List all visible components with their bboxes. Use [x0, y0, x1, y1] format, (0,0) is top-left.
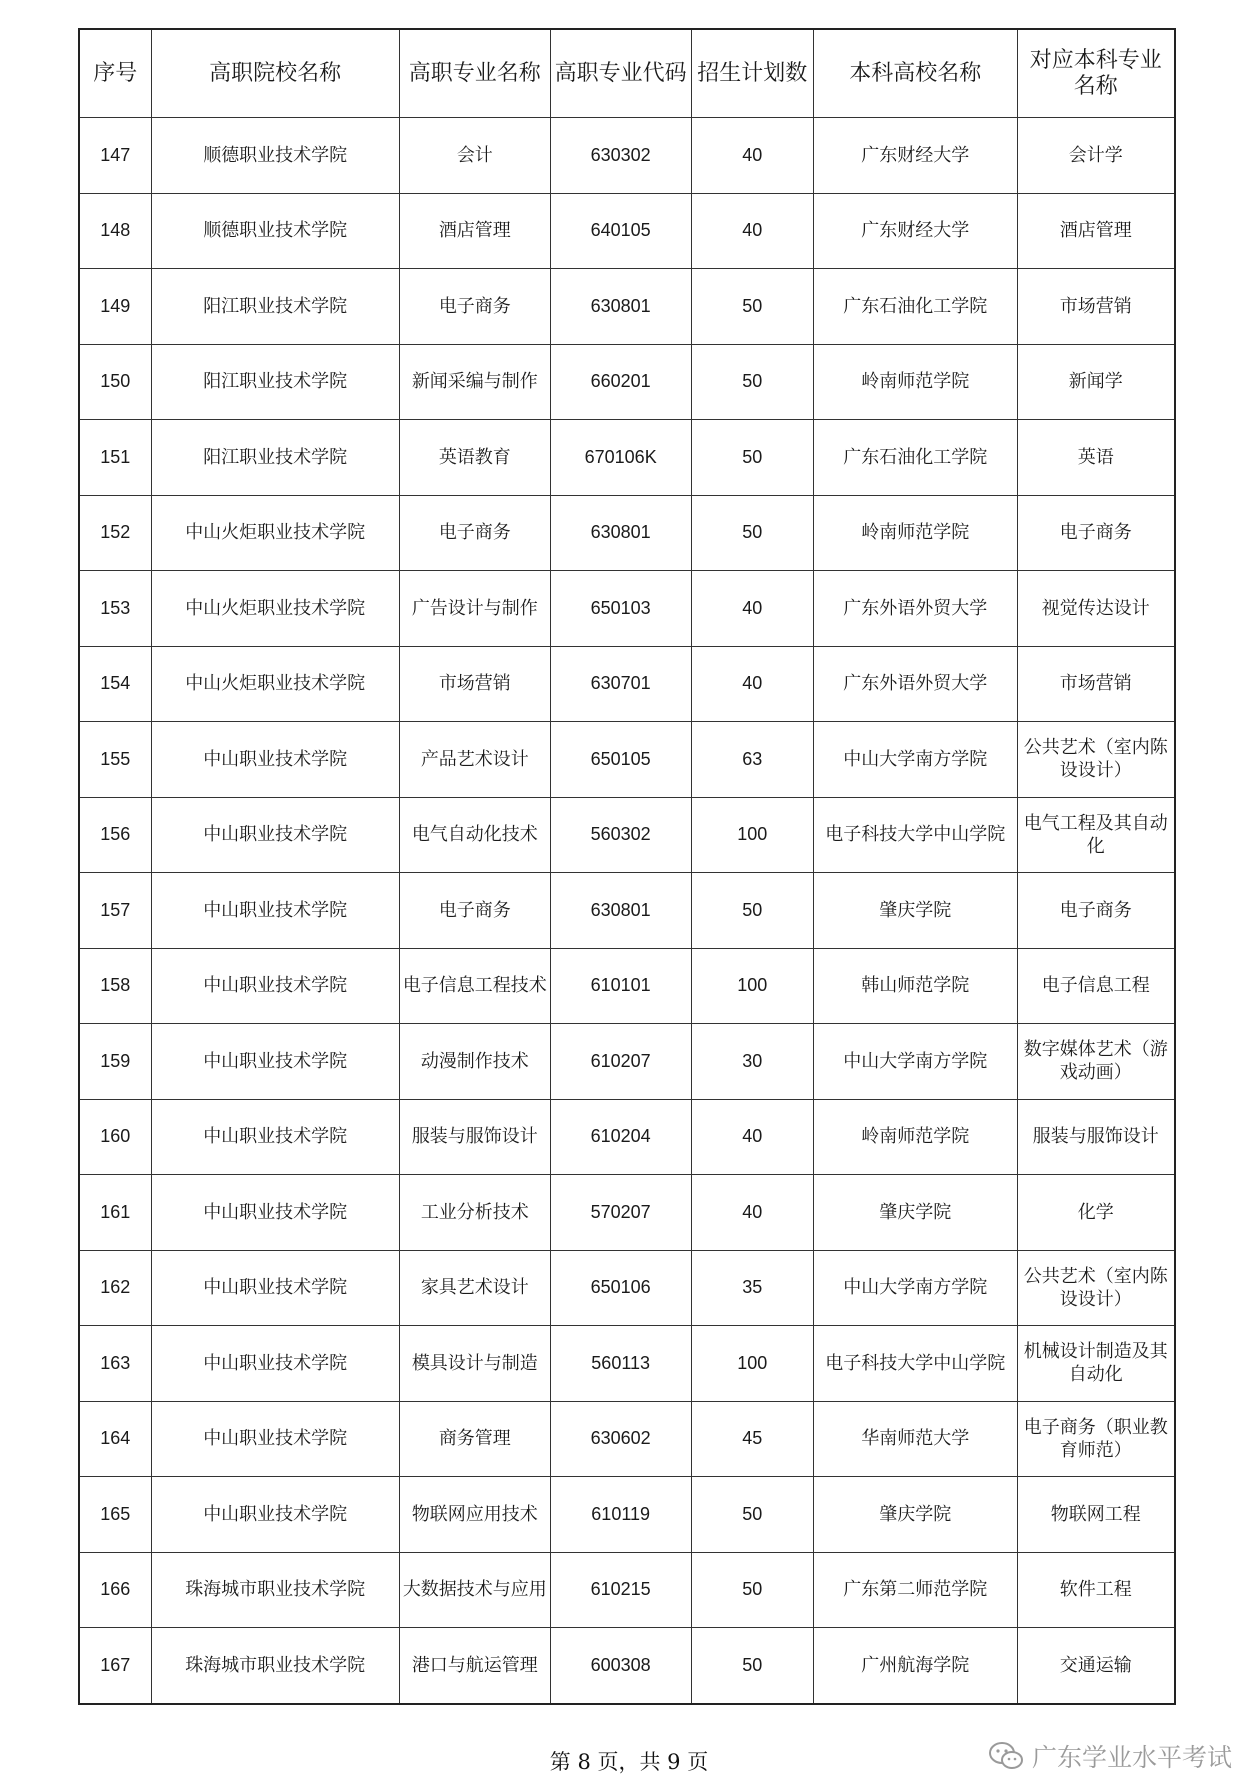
cell-enrollment-plan: 50 — [691, 1477, 813, 1553]
cell-vocational-college: 中山职业技术学院 — [151, 948, 399, 1024]
cell-undergrad-major: 电子商务 — [1017, 495, 1175, 571]
cell-index: 165 — [79, 1477, 151, 1553]
cell-index: 161 — [79, 1175, 151, 1251]
cell-vocational-college: 中山职业技术学院 — [151, 1024, 399, 1100]
header-index: 序号 — [79, 29, 151, 118]
cell-enrollment-plan: 50 — [691, 344, 813, 420]
cell-vocational-major: 电子商务 — [399, 495, 550, 571]
table-row — [79, 948, 1175, 1024]
table-row — [79, 1477, 1175, 1553]
cell-vocational-college: 中山职业技术学院 — [151, 797, 399, 873]
table-row — [79, 722, 1175, 798]
cell-vocational-college: 中山职业技术学院 — [151, 1250, 399, 1326]
cell-undergrad-major: 酒店管理 — [1017, 193, 1175, 269]
cell-undergrad-major: 市场营销 — [1017, 269, 1175, 345]
cell-index: 152 — [79, 495, 151, 571]
table-row — [79, 1552, 1175, 1628]
table-row — [79, 193, 1175, 269]
cell-vocational-major: 电子商务 — [399, 873, 550, 949]
table-row — [79, 118, 1175, 194]
cell-undergrad-major: 数字媒体艺术（游戏动画） — [1017, 1024, 1175, 1100]
cell-major-code: 630302 — [550, 118, 691, 194]
table-row — [79, 495, 1175, 571]
cell-enrollment-plan: 63 — [691, 722, 813, 798]
cell-vocational-college: 阳江职业技术学院 — [151, 420, 399, 496]
cell-index: 158 — [79, 948, 151, 1024]
cell-undergrad-major: 市场营销 — [1017, 646, 1175, 722]
cell-index: 154 — [79, 646, 151, 722]
table-header-row — [79, 29, 1175, 118]
header-undergrad-major: 对应本科专业名称 — [1017, 29, 1175, 118]
cell-enrollment-plan: 50 — [691, 495, 813, 571]
cell-enrollment-plan: 100 — [691, 797, 813, 873]
cell-undergrad-university: 广东第二师范学院 — [813, 1552, 1017, 1628]
cell-major-code: 650103 — [550, 571, 691, 647]
cell-vocational-college: 中山职业技术学院 — [151, 722, 399, 798]
cell-enrollment-plan: 35 — [691, 1250, 813, 1326]
cell-index: 149 — [79, 269, 151, 345]
table-row — [79, 873, 1175, 949]
cell-enrollment-plan: 50 — [691, 269, 813, 345]
table-row — [79, 1024, 1175, 1100]
cell-vocational-major: 会计 — [399, 118, 550, 194]
cell-undergrad-university: 肇庆学院 — [813, 1477, 1017, 1553]
cell-undergrad-university: 广州航海学院 — [813, 1628, 1017, 1704]
cell-undergrad-university: 韩山师范学院 — [813, 948, 1017, 1024]
cell-vocational-college: 中山职业技术学院 — [151, 1175, 399, 1251]
cell-vocational-college: 顺德职业技术学院 — [151, 118, 399, 194]
cell-vocational-major: 电子信息工程技术 — [399, 948, 550, 1024]
header-major-code: 高职专业代码 — [550, 29, 691, 118]
cell-vocational-major: 广告设计与制作 — [399, 571, 550, 647]
table-row — [79, 1628, 1175, 1704]
cell-vocational-college: 阳江职业技术学院 — [151, 344, 399, 420]
cell-undergrad-university: 中山大学南方学院 — [813, 1024, 1017, 1100]
cell-undergrad-major: 公共艺术（室内陈设设计） — [1017, 722, 1175, 798]
header-enrollment-plan: 招生计划数 — [691, 29, 813, 118]
table-row — [79, 420, 1175, 496]
cell-undergrad-university: 中山大学南方学院 — [813, 722, 1017, 798]
table-row — [79, 269, 1175, 345]
wechat-icon — [988, 1740, 1024, 1772]
cell-vocational-major: 新闻采编与制作 — [399, 344, 550, 420]
cell-undergrad-university: 广东财经大学 — [813, 193, 1017, 269]
cell-vocational-college: 珠海城市职业技术学院 — [151, 1628, 399, 1704]
cell-index: 147 — [79, 118, 151, 194]
cell-vocational-major: 产品艺术设计 — [399, 722, 550, 798]
cell-undergrad-university: 广东财经大学 — [813, 118, 1017, 194]
cell-undergrad-university: 广东外语外贸大学 — [813, 571, 1017, 647]
cell-major-code: 640105 — [550, 193, 691, 269]
cell-index: 150 — [79, 344, 151, 420]
cell-major-code: 610204 — [550, 1099, 691, 1175]
cell-undergrad-major: 电子商务 — [1017, 873, 1175, 949]
cell-major-code: 570207 — [550, 1175, 691, 1251]
table-row — [79, 344, 1175, 420]
cell-major-code: 560113 — [550, 1326, 691, 1402]
cell-enrollment-plan: 50 — [691, 1552, 813, 1628]
cell-vocational-college: 中山火炬职业技术学院 — [151, 495, 399, 571]
cell-major-code: 630801 — [550, 873, 691, 949]
header-vocational-major: 高职专业名称 — [399, 29, 550, 118]
cell-major-code: 650105 — [550, 722, 691, 798]
table-row — [79, 1099, 1175, 1175]
cell-index: 167 — [79, 1628, 151, 1704]
cell-major-code: 630801 — [550, 495, 691, 571]
cell-major-code: 630801 — [550, 269, 691, 345]
cell-undergrad-major: 新闻学 — [1017, 344, 1175, 420]
cell-index: 151 — [79, 420, 151, 496]
cell-vocational-major: 动漫制作技术 — [399, 1024, 550, 1100]
table-row — [79, 1250, 1175, 1326]
cell-index: 162 — [79, 1250, 151, 1326]
cell-vocational-major: 模具设计与制造 — [399, 1326, 550, 1402]
cell-index: 163 — [79, 1326, 151, 1402]
cell-vocational-major: 市场营销 — [399, 646, 550, 722]
cell-major-code: 610101 — [550, 948, 691, 1024]
cell-vocational-college: 中山职业技术学院 — [151, 1326, 399, 1402]
cell-major-code: 610119 — [550, 1477, 691, 1553]
watermark — [988, 1738, 1232, 1774]
watermark-text: 广东学业水平考试 — [1031, 1743, 1232, 1772]
cell-index: 157 — [79, 873, 151, 949]
cell-vocational-major: 商务管理 — [399, 1401, 550, 1477]
table-row — [79, 571, 1175, 647]
cell-undergrad-major: 会计学 — [1017, 118, 1175, 194]
table-row — [79, 797, 1175, 873]
cell-index: 155 — [79, 722, 151, 798]
cell-vocational-major: 工业分析技术 — [399, 1175, 550, 1251]
cell-undergrad-major: 服装与服饰设计 — [1017, 1099, 1175, 1175]
cell-vocational-college: 中山职业技术学院 — [151, 1099, 399, 1175]
cell-vocational-college: 珠海城市职业技术学院 — [151, 1552, 399, 1628]
cell-undergrad-major: 视觉传达设计 — [1017, 571, 1175, 647]
cell-vocational-college: 中山火炬职业技术学院 — [151, 646, 399, 722]
cell-enrollment-plan: 50 — [691, 1628, 813, 1704]
cell-enrollment-plan: 50 — [691, 420, 813, 496]
cell-vocational-major: 酒店管理 — [399, 193, 550, 269]
cell-undergrad-major: 英语 — [1017, 420, 1175, 496]
cell-undergrad-university: 岭南师范学院 — [813, 495, 1017, 571]
cell-index: 159 — [79, 1024, 151, 1100]
cell-index: 148 — [79, 193, 151, 269]
cell-major-code: 660201 — [550, 344, 691, 420]
cell-enrollment-plan: 30 — [691, 1024, 813, 1100]
cell-vocational-major: 物联网应用技术 — [399, 1477, 550, 1553]
cell-undergrad-university: 中山大学南方学院 — [813, 1250, 1017, 1326]
cell-vocational-major: 服装与服饰设计 — [399, 1099, 550, 1175]
cell-vocational-major: 英语教育 — [399, 420, 550, 496]
header-undergrad-university: 本科高校名称 — [813, 29, 1017, 118]
cell-undergrad-university: 华南师范大学 — [813, 1401, 1017, 1477]
cell-undergrad-university: 电子科技大学中山学院 — [813, 797, 1017, 873]
cell-vocational-major: 大数据技术与应用 — [399, 1552, 550, 1628]
cell-enrollment-plan: 40 — [691, 1099, 813, 1175]
cell-major-code: 630701 — [550, 646, 691, 722]
cell-major-code: 650106 — [550, 1250, 691, 1326]
cell-vocational-major: 电子商务 — [399, 269, 550, 345]
cell-undergrad-major: 软件工程 — [1017, 1552, 1175, 1628]
cell-index: 160 — [79, 1099, 151, 1175]
cell-index: 156 — [79, 797, 151, 873]
table-row — [79, 646, 1175, 722]
cell-enrollment-plan: 40 — [691, 1175, 813, 1251]
cell-undergrad-university: 岭南师范学院 — [813, 1099, 1017, 1175]
table-row — [79, 1326, 1175, 1402]
table-row — [79, 1175, 1175, 1251]
cell-enrollment-plan: 40 — [691, 646, 813, 722]
cell-undergrad-major: 电子商务（职业教育师范） — [1017, 1401, 1175, 1477]
cell-vocational-college: 顺德职业技术学院 — [151, 193, 399, 269]
cell-enrollment-plan: 40 — [691, 571, 813, 647]
cell-vocational-college: 中山火炬职业技术学院 — [151, 571, 399, 647]
cell-undergrad-university: 肇庆学院 — [813, 1175, 1017, 1251]
cell-enrollment-plan: 100 — [691, 948, 813, 1024]
cell-index: 164 — [79, 1401, 151, 1477]
cell-undergrad-university: 广东外语外贸大学 — [813, 646, 1017, 722]
cell-vocational-college: 中山职业技术学院 — [151, 873, 399, 949]
cell-major-code: 610207 — [550, 1024, 691, 1100]
cell-undergrad-major: 机械设计制造及其自动化 — [1017, 1326, 1175, 1402]
cell-enrollment-plan: 40 — [691, 118, 813, 194]
cell-enrollment-plan: 50 — [691, 873, 813, 949]
table-row — [79, 1401, 1175, 1477]
page-number: 第 8 页，共 9 页 — [549, 1750, 709, 1774]
cell-index: 166 — [79, 1552, 151, 1628]
cell-index: 153 — [79, 571, 151, 647]
cell-vocational-major: 港口与航运管理 — [399, 1628, 550, 1704]
cell-major-code: 610215 — [550, 1552, 691, 1628]
cell-vocational-major: 电气自动化技术 — [399, 797, 550, 873]
cell-vocational-college: 中山职业技术学院 — [151, 1477, 399, 1553]
cell-major-code: 600308 — [550, 1628, 691, 1704]
cell-undergrad-major: 电子信息工程 — [1017, 948, 1175, 1024]
cell-vocational-college: 中山职业技术学院 — [151, 1401, 399, 1477]
cell-enrollment-plan: 100 — [691, 1326, 813, 1402]
cell-vocational-major: 家具艺术设计 — [399, 1250, 550, 1326]
cell-undergrad-major: 化学 — [1017, 1175, 1175, 1251]
cell-major-code: 630602 — [550, 1401, 691, 1477]
cell-undergrad-university: 广东石油化工学院 — [813, 269, 1017, 345]
cell-major-code: 560302 — [550, 797, 691, 873]
cell-undergrad-university: 广东石油化工学院 — [813, 420, 1017, 496]
cell-undergrad-university: 电子科技大学中山学院 — [813, 1326, 1017, 1402]
table-body — [79, 118, 1175, 1704]
cell-undergrad-major: 电气工程及其自动化 — [1017, 797, 1175, 873]
cell-undergrad-major: 公共艺术（室内陈设设计） — [1017, 1250, 1175, 1326]
cell-enrollment-plan: 45 — [691, 1401, 813, 1477]
cell-vocational-college: 阳江职业技术学院 — [151, 269, 399, 345]
cell-major-code: 670106K — [550, 420, 691, 496]
cell-undergrad-major: 物联网工程 — [1017, 1477, 1175, 1553]
cell-undergrad-university: 岭南师范学院 — [813, 344, 1017, 420]
enrollment-table — [78, 28, 1176, 1705]
header-vocational-college: 高职院校名称 — [151, 29, 399, 118]
cell-enrollment-plan: 40 — [691, 193, 813, 269]
cell-undergrad-major: 交通运输 — [1017, 1628, 1175, 1704]
cell-undergrad-university: 肇庆学院 — [813, 873, 1017, 949]
